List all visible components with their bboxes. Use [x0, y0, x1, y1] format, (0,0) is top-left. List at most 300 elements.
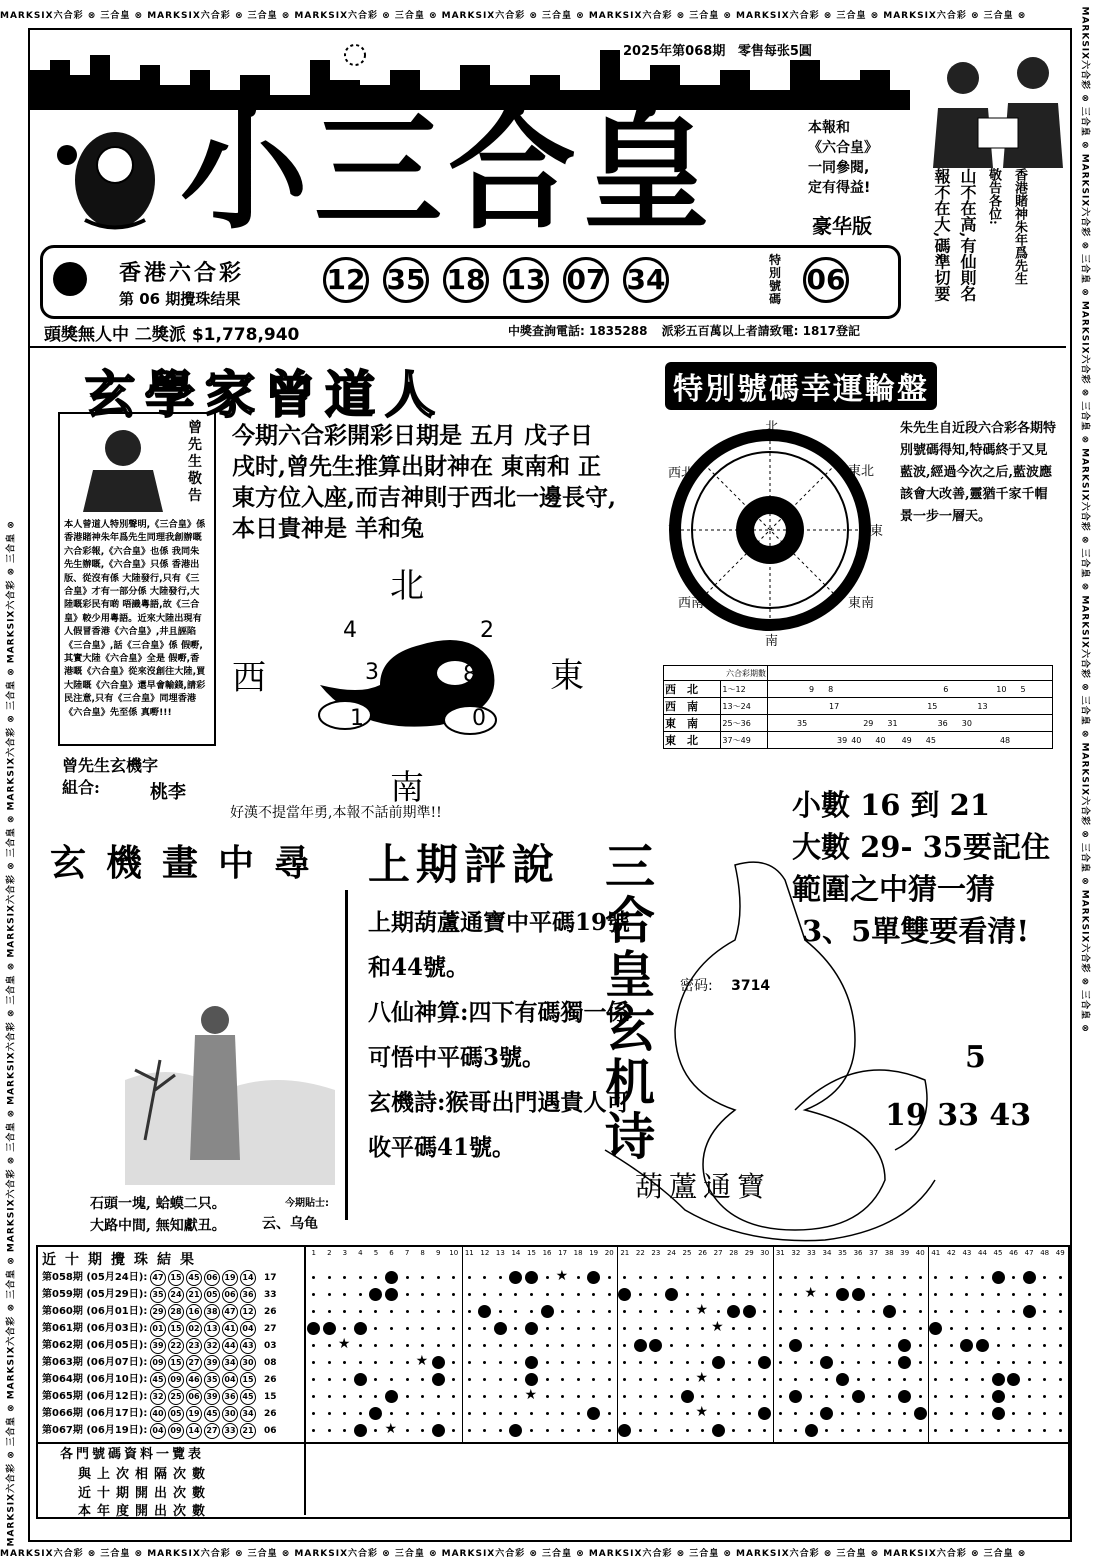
drawn-mark [587, 1407, 600, 1420]
drawn-mark [432, 1424, 445, 1437]
history-row-label: 第061期 (06月03日): [42, 1323, 148, 1334]
grid-dot [561, 1395, 564, 1398]
drawn-mark [1023, 1271, 1036, 1284]
masthead-title: 小三合皇 [180, 97, 717, 247]
code-label-text: 密码: [680, 978, 713, 994]
table-row [664, 681, 1053, 698]
grid-dot [312, 1395, 315, 1398]
special-mark: ★ [524, 1387, 538, 1403]
gourd-nums: 19 33 43 [885, 1098, 1032, 1133]
grid-column-label: 47 [1024, 1249, 1034, 1257]
grid-dot [965, 1395, 968, 1398]
grid-dot [639, 1395, 642, 1398]
number-ball: 18 [443, 257, 489, 303]
grid-dot [343, 1395, 346, 1398]
history-special: 03 [264, 1341, 277, 1351]
grid-dot [1059, 1276, 1062, 1279]
grid-dot [825, 1276, 828, 1279]
grid-dot [546, 1361, 549, 1364]
grid-dot [468, 1412, 471, 1415]
grid-dot [888, 1378, 891, 1381]
grid-dot [686, 1276, 689, 1279]
history-dot-grid [304, 1247, 1068, 1515]
grid-dot [1043, 1327, 1046, 1330]
notice-line: 敬告各位: [986, 168, 1001, 225]
special-label: 特別號碼 [769, 253, 782, 306]
grid-column-label: 15 [527, 1249, 536, 1257]
grid-dot [437, 1327, 440, 1330]
combo-value: 桃李 [150, 782, 186, 803]
grid-dot [919, 1395, 922, 1398]
grid-dot [561, 1327, 564, 1330]
grid-dot [639, 1412, 642, 1415]
grid-dot [328, 1378, 331, 1381]
grid-dot [810, 1361, 813, 1364]
grid-dot [1059, 1378, 1062, 1381]
grid-dot [810, 1310, 813, 1313]
history-number: 45 [150, 1372, 166, 1388]
history-number: 16 [186, 1304, 202, 1320]
mascot-image [45, 120, 165, 235]
grid-dot [825, 1327, 828, 1330]
grid-column-label: 7 [404, 1249, 410, 1257]
grid-dot [732, 1344, 735, 1347]
grid-dot [592, 1378, 595, 1381]
grid-dot [997, 1344, 1000, 1347]
drawn-mark [494, 1322, 507, 1335]
grid-dot [592, 1429, 595, 1432]
grid-dot [934, 1395, 937, 1398]
grid-dot [406, 1429, 409, 1432]
history-number: 39 [150, 1338, 166, 1354]
grid-dot [794, 1361, 797, 1364]
grid-dot [841, 1327, 844, 1330]
grid-dot [499, 1361, 502, 1364]
grid-dot [919, 1310, 922, 1313]
history-number: 45 [186, 1270, 202, 1286]
grid-dot [343, 1429, 346, 1432]
row-label: 西 南 [664, 698, 721, 715]
grid-dot [810, 1327, 813, 1330]
grid-dot [950, 1378, 953, 1381]
grid-dot [546, 1344, 549, 1347]
grid-dot [825, 1344, 828, 1347]
compass-west: 西 [232, 658, 266, 698]
grid-dot [841, 1276, 844, 1279]
drawn-mark [369, 1288, 382, 1301]
history-special: 06 [264, 1426, 277, 1436]
drawn-mark [743, 1305, 756, 1318]
grid-dot [686, 1344, 689, 1347]
grid-dot [981, 1395, 984, 1398]
grid-column-label: 31 [775, 1249, 785, 1257]
history-number: 40 [150, 1406, 166, 1422]
grid-dot [1043, 1429, 1046, 1432]
edition-label: 豪华版 [812, 214, 872, 238]
history-number: 15 [168, 1355, 184, 1371]
grid-dot [390, 1361, 393, 1364]
grid-dot [701, 1361, 704, 1364]
grid-dot [670, 1344, 673, 1347]
grid-dot [981, 1412, 984, 1415]
grid-dot [732, 1293, 735, 1296]
grid-dot [421, 1395, 424, 1398]
history-number: 24 [168, 1287, 184, 1303]
grid-dot [934, 1276, 937, 1279]
grid-dot [623, 1344, 626, 1347]
grid-dot [359, 1412, 362, 1415]
grid-dot [390, 1378, 393, 1381]
grid-dot [374, 1429, 377, 1432]
history-number: 19 [186, 1406, 202, 1422]
grid-dot [779, 1327, 782, 1330]
grid-dot [857, 1310, 860, 1313]
riddle-title: 玄機畫中尋 [50, 842, 331, 884]
grid-dot [825, 1378, 828, 1381]
grid-dot [406, 1361, 409, 1364]
history-number: 32 [150, 1389, 166, 1405]
history-row-label: 第060期 (06月01日): [42, 1306, 148, 1317]
history-number: 06 [204, 1270, 220, 1286]
grid-dot [608, 1395, 611, 1398]
grid-dot [452, 1327, 455, 1330]
grid-dot [406, 1378, 409, 1381]
grid-column-label: 1 [311, 1249, 316, 1257]
grid-dot [981, 1361, 984, 1364]
drawn-mark [1007, 1373, 1020, 1386]
grid-dot [654, 1429, 657, 1432]
grid-dot [546, 1293, 549, 1296]
grid-dot [857, 1344, 860, 1347]
grid-dot [919, 1293, 922, 1296]
history-number: 43 [240, 1338, 256, 1354]
drawn-mark [898, 1390, 911, 1403]
review-title: 上期評說 [368, 840, 561, 889]
grid-dot [639, 1293, 642, 1296]
history-row-label: 第066期 (06月17日): [42, 1408, 148, 1419]
history-number: 01 [150, 1321, 166, 1337]
drawn-mark [992, 1407, 1005, 1420]
grid-dot [483, 1378, 486, 1381]
grid-dot [623, 1378, 626, 1381]
history-special: 26 [264, 1375, 277, 1385]
grid-dot [857, 1361, 860, 1364]
grid-dot [608, 1429, 611, 1432]
grid-dot [654, 1327, 657, 1330]
grid-column-label: 5 [373, 1249, 379, 1257]
table-row [664, 732, 1053, 749]
drawn-mark [525, 1271, 538, 1284]
grid-dot [872, 1327, 875, 1330]
tip-value: 云、乌龟 [262, 1216, 318, 1232]
grid-divider [462, 1247, 463, 1443]
grid-dot [546, 1412, 549, 1415]
drawn-mark [914, 1407, 927, 1420]
grid-dot [514, 1378, 517, 1381]
grid-dot [312, 1276, 315, 1279]
grid-dot [981, 1429, 984, 1432]
grid-dot [468, 1310, 471, 1313]
grid-dot [343, 1412, 346, 1415]
drawn-mark [712, 1356, 725, 1369]
grid-dot [825, 1310, 828, 1313]
grid-dot [328, 1310, 331, 1313]
grid-dot [965, 1276, 968, 1279]
grid-dot [903, 1412, 906, 1415]
notice-line: 香港賭神朱年爲先生 [1012, 168, 1027, 285]
history-number: 41 [222, 1321, 238, 1337]
grid-dot [468, 1276, 471, 1279]
grid-dot [421, 1344, 424, 1347]
grid-dot [561, 1310, 564, 1313]
grid-dot [343, 1378, 346, 1381]
history-number: 45 [240, 1389, 256, 1405]
grid-dot [919, 1378, 922, 1381]
history-number: 25 [168, 1389, 184, 1405]
grid-dot [763, 1276, 766, 1279]
grid-dot [437, 1412, 440, 1415]
grid-dot [888, 1293, 891, 1296]
grid-column-label: 35 [838, 1249, 847, 1257]
hint-line: 小數 16 到 21 [792, 788, 991, 822]
summary-title: 各門號碼資料一覽表 [60, 1447, 205, 1462]
grid-dot [390, 1412, 393, 1415]
special-mark: ★ [804, 1285, 817, 1301]
drawn-mark [805, 1424, 818, 1437]
drawn-mark [789, 1339, 802, 1352]
drawn-mark [992, 1390, 1005, 1403]
grid-dot [421, 1429, 424, 1432]
grid-dot [623, 1327, 626, 1330]
tseng-statement-box [58, 412, 216, 746]
grid-dot [997, 1293, 1000, 1296]
grid-dot [748, 1361, 751, 1364]
history-number: 33 [222, 1423, 238, 1439]
history-number: 13 [204, 1321, 220, 1337]
grid-dot [950, 1276, 953, 1279]
grid-dot [483, 1361, 486, 1364]
grid-dot [483, 1429, 486, 1432]
grid-dot [374, 1344, 377, 1347]
grid-dot [888, 1412, 891, 1415]
grid-dot [857, 1378, 860, 1381]
grid-dot [981, 1327, 984, 1330]
grid-dot [763, 1395, 766, 1398]
grid-dot [825, 1395, 828, 1398]
grid-dot [810, 1412, 813, 1415]
grid-dot [717, 1395, 720, 1398]
drawn-mark [681, 1390, 694, 1403]
summary-row-label: 與上次相隔次數 [78, 1467, 212, 1482]
grid-dot [514, 1361, 517, 1364]
history-number: 35 [150, 1287, 166, 1303]
drawn-mark [354, 1373, 367, 1386]
history-row [42, 1269, 302, 1286]
grid-dot [748, 1344, 751, 1347]
grid-dot [779, 1378, 782, 1381]
grid-dot [763, 1429, 766, 1432]
grid-dot [903, 1293, 906, 1296]
history-special: 17 [264, 1273, 277, 1283]
grid-dot [732, 1276, 735, 1279]
grid-dot [312, 1344, 315, 1347]
history-number: 23 [186, 1338, 202, 1354]
history-row-label: 第062期 (06月05日): [42, 1340, 148, 1351]
drawn-mark [432, 1356, 445, 1369]
grid-dot [810, 1378, 813, 1381]
grid-dot [374, 1327, 377, 1330]
grid-column-label: 46 [1009, 1249, 1019, 1257]
review-text [368, 900, 631, 1170]
wheel-dir-sw: 西南 [678, 596, 705, 611]
grid-dot [903, 1327, 906, 1330]
grid-column-label: 19 [589, 1249, 599, 1257]
history-row [42, 1303, 302, 1320]
grid-dot [406, 1310, 409, 1313]
top-border: MARKSIX六合彩 ⊗ 三合皇 ⊗ MARKSIX六合彩 ⊗ 三合皇 ⊗ MARKSIX六合彩 ⊗ 三合皇 ⊗ MARKSIX六合彩 ⊗ 三合皇 ⊗ MARKSIX六合彩 ⊗ 三合皇 ⊗ MARKSIX六合彩 ⊗ 三合皇 ⊗ MARKSIX六合彩 ⊗ 三合皇 ⊗ [0, 11, 1027, 21]
digit: 1 [350, 706, 364, 731]
grid-dot [421, 1293, 424, 1296]
grid-dot [965, 1361, 968, 1364]
drawn-mark [758, 1407, 771, 1420]
gourd-caption: 葫蘆通寶 [635, 1170, 772, 1203]
grid-dot [686, 1378, 689, 1381]
grid-column-label: 26 [698, 1249, 707, 1257]
grid-dot [483, 1276, 486, 1279]
grid-dot [546, 1429, 549, 1432]
drawn-mark [509, 1271, 522, 1284]
grid-dot [934, 1293, 937, 1296]
grid-dot [561, 1412, 564, 1415]
grid-dot [1012, 1327, 1015, 1330]
grid-column-label: 14 [511, 1249, 521, 1257]
grid-dot [934, 1378, 937, 1381]
grid-dot [1059, 1361, 1062, 1364]
grid-dot [950, 1429, 953, 1432]
grid-dot [483, 1395, 486, 1398]
grid-dot [888, 1327, 891, 1330]
history-row-label: 第059期 (05月29日): [42, 1289, 148, 1300]
grid-dot [670, 1395, 673, 1398]
history-number: 35 [204, 1372, 220, 1388]
grid-dot [1012, 1293, 1015, 1296]
grid-dot [374, 1310, 377, 1313]
digit: 3 [365, 660, 379, 685]
grid-dot [732, 1378, 735, 1381]
grid-dot [686, 1429, 689, 1432]
grid-dot [437, 1395, 440, 1398]
grid-dot [763, 1293, 766, 1296]
history-number: 34 [240, 1406, 256, 1422]
grid-column-label: 2 [327, 1249, 332, 1257]
grid-dot [779, 1395, 782, 1398]
drawn-mark [727, 1305, 740, 1318]
grid-column-label: 3 [342, 1249, 348, 1257]
grid-dot [328, 1412, 331, 1415]
grid-dot [483, 1344, 486, 1347]
history-row [42, 1371, 302, 1388]
promo-line: 定有得益! [808, 180, 871, 196]
history-number: 06 [222, 1287, 238, 1303]
grid-dot [779, 1429, 782, 1432]
history-number: 34 [222, 1355, 238, 1371]
drawn-mark [820, 1356, 833, 1369]
grid-dot [670, 1412, 673, 1415]
grid-dot [483, 1293, 486, 1296]
grid-dot [328, 1395, 331, 1398]
grid-dot [779, 1276, 782, 1279]
grid-dot [934, 1344, 937, 1347]
grid-dot [950, 1395, 953, 1398]
grid-dot [592, 1395, 595, 1398]
winning-numbers [323, 257, 683, 303]
promo-line: 本報和 [808, 120, 850, 136]
grid-dot [794, 1327, 797, 1330]
history-special: 33 [264, 1290, 277, 1300]
number-ball: 13 [503, 257, 549, 303]
grid-dot [872, 1293, 875, 1296]
drawn-mark [525, 1356, 538, 1369]
wheel-dir-w: 西 [668, 524, 682, 539]
grid-dot [406, 1395, 409, 1398]
grid-dot [608, 1412, 611, 1415]
wheel-dir-n: 北 [765, 420, 779, 435]
grid-dot [748, 1395, 751, 1398]
special-mark: ★ [555, 1268, 569, 1284]
grid-dot [1012, 1395, 1015, 1398]
grid-dot [654, 1310, 657, 1313]
notice-line: 山不在高,有仙則名 [958, 168, 977, 302]
grid-dot [903, 1310, 906, 1313]
grid-dot [997, 1327, 1000, 1330]
grid-dot [779, 1310, 782, 1313]
row-label: 東 北 [664, 732, 721, 749]
grid-dot [514, 1310, 517, 1313]
grid-dot [452, 1276, 455, 1279]
number-ball: 35 [383, 257, 429, 303]
drawn-mark [898, 1339, 911, 1352]
grid-dot [639, 1327, 642, 1330]
grid-dot [328, 1361, 331, 1364]
drawn-mark [758, 1356, 771, 1369]
grid-dot [514, 1344, 517, 1347]
grid-column-label: 45 [993, 1249, 1003, 1257]
grid-dot [794, 1378, 797, 1381]
grid-column-label: 8 [420, 1249, 425, 1257]
grid-dot [530, 1429, 533, 1432]
grid-dot [499, 1310, 502, 1313]
grid-dot [406, 1412, 409, 1415]
grid-dot [872, 1395, 875, 1398]
review-line: 八仙神算:四下有碼獨一係 [368, 999, 630, 1026]
grid-dot [468, 1293, 471, 1296]
grid-column-label: 18 [573, 1249, 583, 1257]
grid-dot [841, 1429, 844, 1432]
grid-dot [577, 1361, 580, 1364]
special-mark: ★ [337, 1336, 351, 1352]
grid-column-label: 23 [651, 1249, 661, 1257]
grid-dot [343, 1327, 346, 1330]
history-number: 38 [204, 1304, 220, 1320]
grid-dot [748, 1429, 751, 1432]
hotline-info [508, 322, 860, 339]
row-label: 西 北 [664, 681, 721, 698]
grid-dot [592, 1361, 595, 1364]
grid-dot [1012, 1276, 1015, 1279]
row-values: 9 8 6 10 5 [768, 681, 1053, 698]
grid-dot [514, 1395, 517, 1398]
grid-dot [421, 1310, 424, 1313]
